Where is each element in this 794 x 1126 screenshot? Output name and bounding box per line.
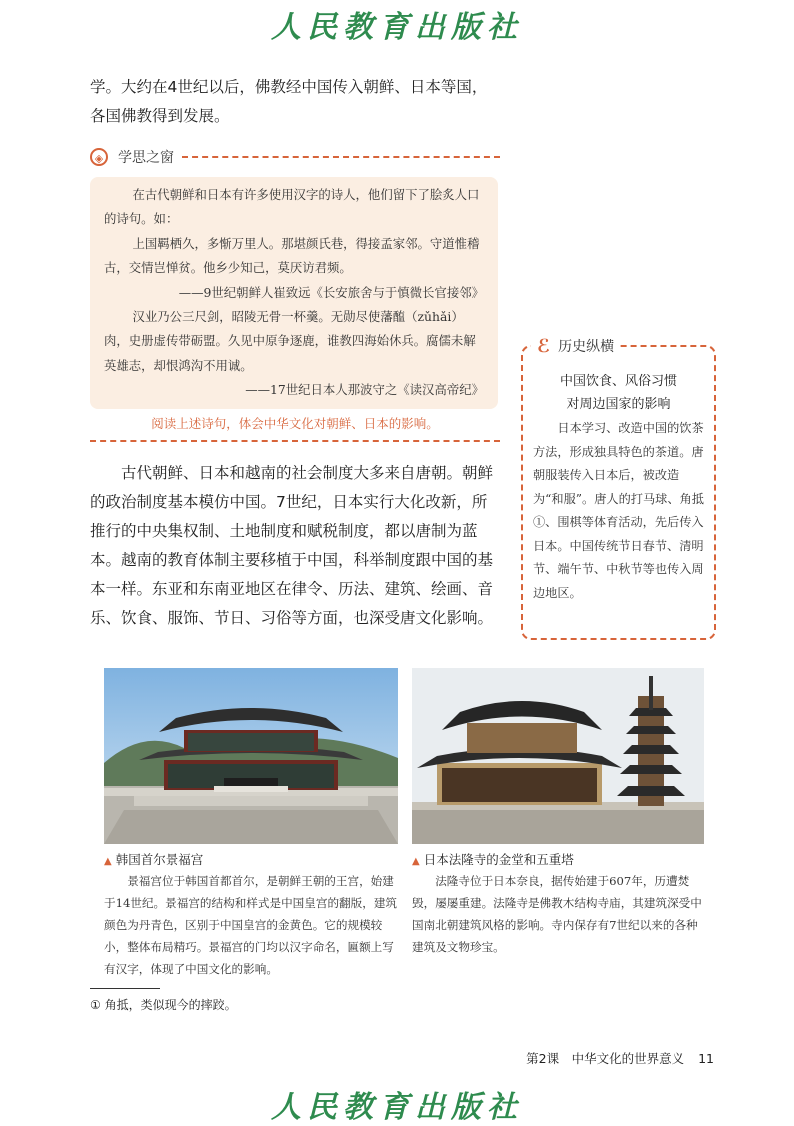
learn-box xyxy=(90,177,498,409)
publisher-logo-top: 人民教育出版社 xyxy=(271,10,523,45)
history-box-subtitle-2: 对周边国家的影响 xyxy=(566,397,671,412)
triangle-icon: ▲ xyxy=(412,856,420,867)
photo-horyuji xyxy=(412,668,704,844)
intro-paragraph: 学。大约在4世纪以后，佛教经中国传入朝鲜、日本等国，各国佛教得到发展。 xyxy=(90,78,488,125)
main-paragraph: 古代朝鲜、日本和越南的社会制度大多来自唐朝。朝鲜的政治制度基本模仿中国。7世纪，日本实行大化改新，所推行的中央集权制、土地制度和赋税制度，都以唐制为蓝本。越南的教育体制主要移植于中国，科举制度跟中国的基本一样。东亚和东南亚地区在律令、历法、建筑、绘画、音乐、饮食、服饰、节日、习俗等方面，也深受唐文化影响。 xyxy=(90,464,494,627)
history-box xyxy=(521,345,716,640)
history-box-title: 历史纵横 xyxy=(558,339,615,355)
learn-box-title: 学思之窗 xyxy=(118,150,174,166)
photo-left-description: 景福宫位于韩国首都首尔，是朝鲜王朝的王宫，始建于14世纪。景福宫的结构和样式是中国皇宫的翻版，建筑颜色为丹青色，区别于中国皇宫的金黄色。它的规模较小，整体布局精巧。景福宫的门均以汉字命名，匾额上写有汉字，体现了中国文化的影响。 xyxy=(104,874,398,976)
history-box-header xyxy=(531,335,620,357)
triangle-icon: ▲ xyxy=(104,856,112,867)
diamond-pattern-icon: ◈ xyxy=(90,148,108,166)
dashed-divider xyxy=(182,156,500,158)
footnote: ① 角抵，类似现今的摔跤。 xyxy=(90,998,237,1012)
photo-left-caption xyxy=(104,850,398,868)
poem-intro: 在古代朝鲜和日本有许多使用汉字的诗人，他们留下了脍炙人口的诗句。如： xyxy=(104,187,480,227)
learn-box-prompt: 阅读上述诗句，体会中华文化对朝鲜、日本的影响。 xyxy=(151,416,439,431)
photo-left-caption-text: 韩国首尔景福宫 xyxy=(115,852,204,867)
photo-right-caption xyxy=(412,850,706,868)
running-footer xyxy=(500,1049,714,1067)
footnote-divider xyxy=(90,988,160,989)
poem-korean: 上国羁栖久，多惭万里人。那堪颜氏巷，得接孟家邻。守道惟稽古，交情岂惮贫。他乡少知己，莫厌访君频。 xyxy=(104,235,480,276)
poem-japanese-source: ——17世纪日本人那波守之《读汉高帝纪》 xyxy=(245,382,484,398)
publisher-logo-bottom: 人民教育出版社 xyxy=(271,1090,523,1125)
photo-right-caption-text: 日本法隆寺的金堂和五重塔 xyxy=(423,852,574,867)
page-number: 11 xyxy=(698,1051,714,1066)
lesson-title: 第2课 中华文化的世界意义 xyxy=(526,1051,685,1066)
dashed-divider xyxy=(90,440,500,442)
learn-box-header xyxy=(90,146,500,168)
poem-korean-source: ——9世纪朝鲜人崔致远《长安旅舍与于慎微长官接邻》 xyxy=(178,284,484,300)
photo-gyeongbokgung xyxy=(104,668,398,844)
swirl-icon: ℰ xyxy=(537,335,551,357)
photo-right-description: 法隆寺位于日本奈良，据传始建于607年，历遭焚毁，屡屡重建。法隆寺是佛教木结构寺庙，其建筑深受中国南北朝建筑风格的影响。寺内保存有7世纪以来的各种建筑及文物珍宝。 xyxy=(412,874,702,954)
history-box-text: 日本学习、改造中国的饮茶方法，形成独具特色的茶道。唐朝服装传入日本后，被改造为“和服”。唐人的打马球、角抵①、围棋等体育活动，先后传入日本。中国传统节日春节、清明节、端午节、中秋节等也传入周边地区。 xyxy=(533,421,704,600)
history-box-subtitle-1: 中国饮食、风俗习惯 xyxy=(559,374,677,389)
poem-japanese: 汉业乃公三尺剑，昭陵无骨一杯羹。无勋尽使藩醢（zǔhǎi）肉，史册虚传带砺盟。久见中原争逐鹿，谁教四海始休兵。腐儒未解英雄志，却恨鸿沟不用诚。 xyxy=(104,309,476,373)
